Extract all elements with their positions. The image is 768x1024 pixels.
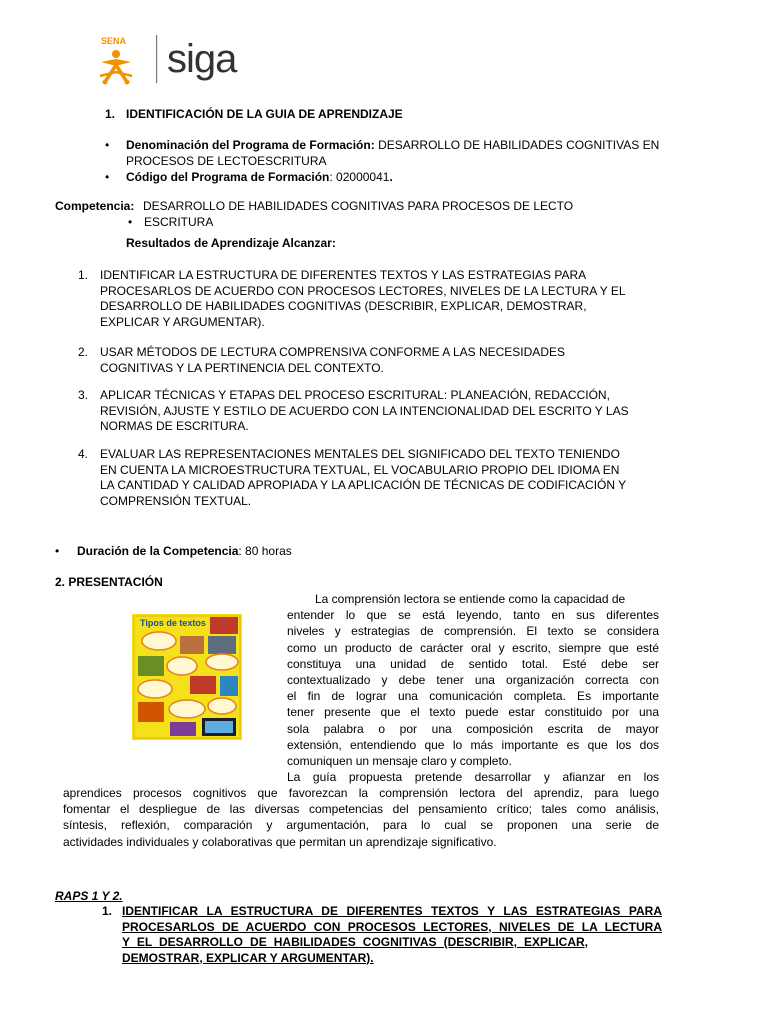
presentation-line: síntesis, reflexión, comparación y argumentación, para lo cual se proponen una serie de (63, 818, 659, 833)
section1-title: IDENTIFICACIÓN DE LA GUIA DE APRENDIZAJE (126, 107, 403, 121)
presentation-heading: 2. PRESENTACIÓN (55, 575, 163, 589)
result-line: USAR MÉTODOS DE LECTURA COMPRENSIVA CONFORME A LAS NECESIDADES (100, 345, 565, 359)
raps-heading: RAPS 1 Y 2. (55, 889, 123, 903)
result-number: 2. (78, 345, 89, 359)
presentation-line: el fin de lograr una comunicación completa. Es importante (287, 689, 659, 704)
raps-line: DEMOSTRAR, EXPLICAR Y ARGUMENTAR). (122, 950, 374, 965)
competence-value: DESARROLLO DE HABILIDADES COGNITIVAS PARA PROCESOS DE LECTO (143, 199, 574, 213)
bullet: • (55, 544, 60, 558)
result-number: 4. (78, 447, 89, 461)
presentation-line: tener presente que el texto puede estar constituido por una (287, 705, 659, 720)
competence-value-cont: ESCRITURA (144, 215, 214, 229)
result-line: EXPLICAR Y ARGUMENTAR). (100, 314, 265, 329)
program-code-value: 02000041 (336, 170, 390, 184)
presentation-line: extensión, entendiendo que lo más importante es que los dos (287, 737, 659, 752)
duration-sep: : (238, 544, 246, 558)
competence-label: Competencia: (55, 199, 135, 213)
sena-siga-logo (97, 32, 247, 90)
bullet: • (128, 215, 133, 229)
result-line: REVISIÓN, AJUSTE Y ESTILO DE ACUERDO CON LA INTENCIONALIDAD DEL ESCRITO Y LAS (100, 403, 629, 418)
result-2-text (100, 345, 565, 376)
poster-title: Tipos de textos (140, 618, 206, 628)
result-line: COGNITIVAS Y LA PERTINENCIA DEL CONTEXTO. (100, 360, 384, 375)
bullet: • (105, 138, 110, 152)
result-3-text (100, 388, 629, 435)
presentation-right-column (287, 591, 659, 785)
result-number: 1. (78, 268, 89, 282)
result-line: EN CUENTA LA MICROESTRUCTURA TEXTUAL, EL VOCABULARIO PROPIO DEL IDIOMA EN (100, 462, 620, 477)
raps-number: 1. (102, 904, 113, 918)
program-code-end: . (389, 170, 393, 184)
results-heading: Resultados de Aprendizaje Alcanzar: (126, 236, 336, 250)
result-line: APLICAR TÉCNICAS Y ETAPAS DEL PROCESO ESCRITURAL: PLANEACIÓN, REDACCIÓN, (100, 388, 610, 402)
presentation-line: como un producto de carácter oral y escrito, siempre que esté (287, 640, 659, 655)
program-code-label: Código del Programa de Formación (126, 170, 330, 184)
result-line: IDENTIFICAR LA ESTRUCTURA DE DIFERENTES TEXTOS Y LAS ESTRATEGIAS PARA (100, 268, 587, 282)
section1-number: 1. (105, 107, 116, 121)
result-line: DESARROLLO DE HABILIDADES COGNITIVAS (DESCRIBIR, EXPLICAR, DEMOSTRAR, (100, 299, 587, 313)
program-name-label: Denominación del Programa de Formación: (126, 138, 375, 152)
result-4-text (100, 447, 626, 509)
raps-line: Y EL DESARROLLO DE HABILIDADES COGNITIVAS (DESCRIBIR, EXPLICAR, (122, 935, 588, 949)
sena-label: SENA (101, 36, 127, 46)
bullet: • (105, 170, 110, 184)
presentation-line: La guía propuesta pretende desarrollar y afianzar en los (287, 770, 659, 785)
presentation-line: contextualizado y debe tener una organización correcta con (287, 673, 659, 688)
presentation-line: niveles y estrategias de comprensión. El texto se considera (287, 624, 659, 639)
program-code-sep: : (329, 170, 337, 184)
presentation-line: actividades individuales y colaborativas que permitan un aprendizaje significativo. (63, 834, 497, 849)
result-line: NORMAS DE ESCRITURA. (100, 419, 249, 433)
result-line: LA CANTIDAD Y CALIDAD APROPIADA Y LA APLICACIÓN DE TÉCNICAS DE CODIFICACIÓN Y (100, 478, 627, 492)
presentation-full-paragraph (63, 785, 659, 850)
result-line: COMPRENSIÓN TEXTUAL. (100, 493, 252, 508)
presentation-line: aprendices procesos cognitivos que favorezcan la comprensión lectora del aprendiz, para luego (63, 786, 659, 800)
result-1-text (100, 268, 626, 330)
program-name-value: DESARROLLO DE HABILIDADES COGNITIVAS EN (378, 138, 660, 152)
presentation-line: La comprensión lectora se entiende como la capacidad de (315, 592, 626, 606)
presentation-line: sola palabra o por una composición escrita de mayor (287, 721, 659, 736)
tipos-de-textos-poster-image (132, 614, 242, 740)
sena-logo-icon (100, 36, 132, 85)
presentation-line: comuniquen un mensaje claro y completo. (287, 754, 512, 769)
duration-label: Duración de la Competencia (77, 544, 239, 558)
result-line: PROCESARLOS DE ACUERDO CON PROCESOS LECTORES, NIVELES DE LA LECTURA Y EL (100, 283, 626, 298)
program-name-value-cont: PROCESOS DE LECTOESCRITURA (126, 154, 327, 168)
result-line: EVALUAR LAS REPRESENTACIONES MENTALES DEL SIGNIFICADO DEL TEXTO TENIENDO (100, 447, 620, 461)
siga-label: siga (167, 37, 237, 81)
raps-line: IDENTIFICAR LA ESTRUCTURA DE DIFERENTES TEXTOS Y LAS ESTRATEGIAS PARA (122, 904, 662, 918)
duration-value: 80 horas (245, 544, 292, 558)
raps-text (122, 904, 662, 966)
program-name (126, 138, 686, 154)
logo-divider (156, 35, 157, 83)
presentation-line: entender lo que se está leyendo, tanto en sus diferentes (287, 608, 659, 623)
program-code (126, 170, 393, 186)
duration (77, 544, 292, 560)
raps-line: PROCESARLOS DE ACUERDO CON PROCESOS LECTORES, NIVELES DE LA LECTURA (122, 919, 662, 934)
presentation-line: fomentar el despliegue de las diversas competencias del pensamiento crítico; tales como análisis, (63, 802, 659, 817)
result-number: 3. (78, 388, 89, 402)
presentation-line: constituya una unidad de sentido total. Esté debe ser (287, 656, 659, 671)
